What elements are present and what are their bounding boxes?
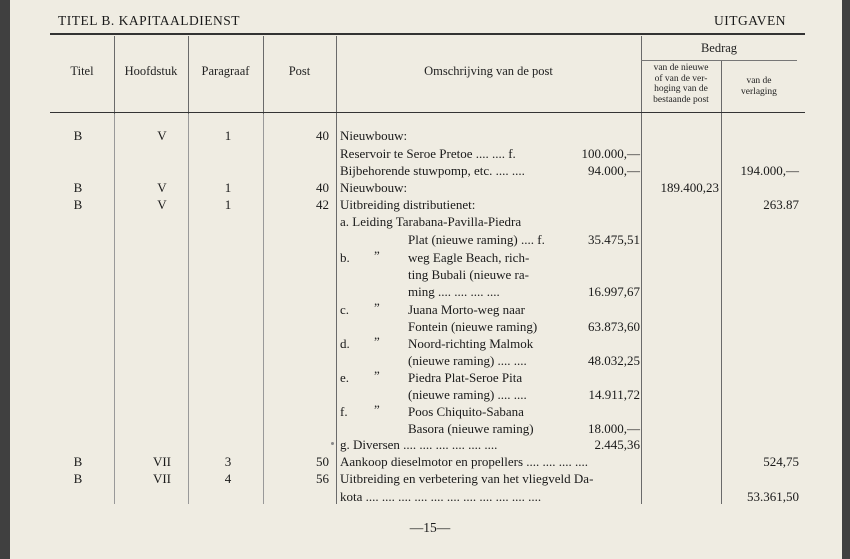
margin-mark — [331, 442, 334, 445]
col-divider — [188, 114, 189, 504]
header-paragraaf: Paragraaf — [201, 64, 250, 78]
amount-verlaging: 524,75 — [763, 454, 799, 469]
description-line: weg Eagle Beach, rich- — [408, 250, 530, 265]
entry-titel: B — [73, 128, 83, 143]
description-amount: 100.000,— — [581, 146, 640, 161]
description-line: Aankoop dieselmotor en propellers .... .... .... .... — [340, 454, 589, 469]
col-divider — [114, 114, 115, 504]
entry-titel: B — [73, 180, 83, 195]
description-line: kota .... .... .... .... .... .... .... .... .... .... .... — [340, 489, 542, 504]
entry-post: 40 — [316, 180, 329, 195]
description-amount: 16.997,67 — [588, 284, 640, 299]
entry-paragraaf: 1 — [224, 197, 232, 212]
entry-hoofdstuk: V — [157, 180, 167, 195]
description-line: b. — [340, 250, 350, 265]
amount-verlaging: 53.361,50 — [747, 489, 799, 504]
header-verhoging-line: of van de ver- — [654, 73, 708, 84]
description-line: Nieuwbouw: — [340, 180, 408, 195]
description-amount: 48.032,25 — [588, 353, 640, 368]
description-line: Poos Chiquito-Sabana — [408, 404, 524, 419]
ditto-mark: ” — [374, 248, 380, 263]
description-amount: 18.000,— — [588, 421, 640, 436]
description-line: Noord-richting Malmok — [408, 336, 534, 351]
entry-paragraaf: 1 — [224, 180, 232, 195]
entry-post: 56 — [316, 471, 329, 486]
ditto-mark: ” — [374, 368, 380, 383]
running-head-left: TITEL B. KAPITAALDIENST — [58, 13, 241, 28]
description-line: Basora (nieuwe raming) — [408, 421, 534, 436]
description-line: Nieuwbouw: — [340, 128, 408, 143]
amount-verlaging: 263.87 — [763, 197, 799, 212]
header-post: Post — [288, 64, 311, 78]
description-line: e. — [340, 370, 350, 385]
ditto-mark: ” — [374, 334, 380, 349]
description-line: Juana Morto-weg naar — [408, 302, 525, 317]
description-line: Uitbreiding en verbetering van het vliegveld Da- — [340, 471, 594, 486]
ditto-mark: ” — [374, 402, 380, 417]
description-line: Plat (nieuwe raming) .... f. — [408, 232, 545, 247]
amount-verhoging: 189.400,23 — [660, 180, 719, 195]
header-verhoging-line: bestaande post — [653, 94, 709, 105]
header-verhoging-line: van de nieuwe — [653, 63, 709, 73]
ditto-mark: ” — [374, 300, 380, 315]
header-verlaging — [721, 76, 797, 97]
description-line: d. — [340, 336, 350, 351]
entry-post: 50 — [316, 454, 329, 469]
entry-paragraaf: 3 — [224, 454, 232, 469]
description-amount: 94.000,— — [588, 163, 640, 178]
description-line: (nieuwe raming) .... .... — [408, 387, 527, 402]
description-line: f. — [340, 404, 348, 419]
amount-verlaging: 194.000,— — [740, 163, 799, 178]
col-divider — [336, 114, 337, 504]
entry-titel: B — [73, 197, 83, 212]
entry-paragraaf: 4 — [224, 471, 232, 486]
running-head-right: UITGAVEN — [714, 13, 786, 28]
bedrag-rule — [641, 60, 797, 61]
description-amount: 14.911,72 — [588, 387, 640, 402]
description-line: a. Leiding Tarabana-Pavilla-Piedra — [340, 214, 522, 229]
entry-hoofdstuk: VII — [152, 471, 172, 486]
description-amount: 35.475,51 — [588, 232, 640, 247]
header-bedrag: Bedrag — [700, 41, 738, 55]
entry-post: 42 — [316, 197, 329, 212]
entry-hoofdstuk: V — [157, 128, 167, 143]
description-amount: 2.445,36 — [594, 437, 640, 452]
header-verlaging-line: verlaging — [741, 86, 777, 97]
description-line: Bijbehorende stuwpomp, etc. .... .... — [340, 163, 525, 178]
header-omschrijving: Omschrijving van de post — [424, 64, 553, 78]
description-line: Fontein (nieuwe raming) — [408, 319, 538, 334]
entry-hoofdstuk: V — [157, 197, 167, 212]
head-rule — [50, 33, 805, 35]
header-hoofdstuk: Hoofdstuk — [124, 64, 178, 78]
description-line: ting Bubali (nieuwe ra- — [408, 267, 529, 282]
col-divider — [641, 114, 642, 504]
ledger-page — [10, 0, 842, 559]
entry-titel: B — [73, 471, 83, 486]
entry-paragraaf: 1 — [224, 128, 232, 143]
description-line: (nieuwe raming) .... .... — [408, 353, 527, 368]
description-amount: 63.873,60 — [588, 319, 640, 334]
description-line: c. — [340, 302, 350, 317]
description-line: g. Diversen .... .... .... .... .... .... — [340, 437, 498, 452]
header-verhoging-line: hoging van de — [654, 84, 708, 94]
entry-hoofdstuk: VII — [152, 454, 172, 469]
description-line: Reservoir te Seroe Pretoe .... .... f. — [340, 146, 516, 161]
page-number: —15— — [409, 520, 451, 535]
description-line: ming .... .... .... .... — [408, 284, 500, 299]
entry-post: 40 — [316, 128, 329, 143]
header-titel: Titel — [70, 64, 94, 78]
header-verhoging — [641, 63, 721, 105]
header-bottom-rule — [50, 112, 805, 113]
entry-titel: B — [73, 454, 83, 469]
col-divider — [263, 114, 264, 504]
header-verlaging-line: van de — [746, 76, 772, 86]
description-line: Piedra Plat-Seroe Pita — [408, 370, 523, 385]
description-line: Uitbreiding distributienet: — [340, 197, 476, 212]
col-divider — [721, 114, 722, 504]
